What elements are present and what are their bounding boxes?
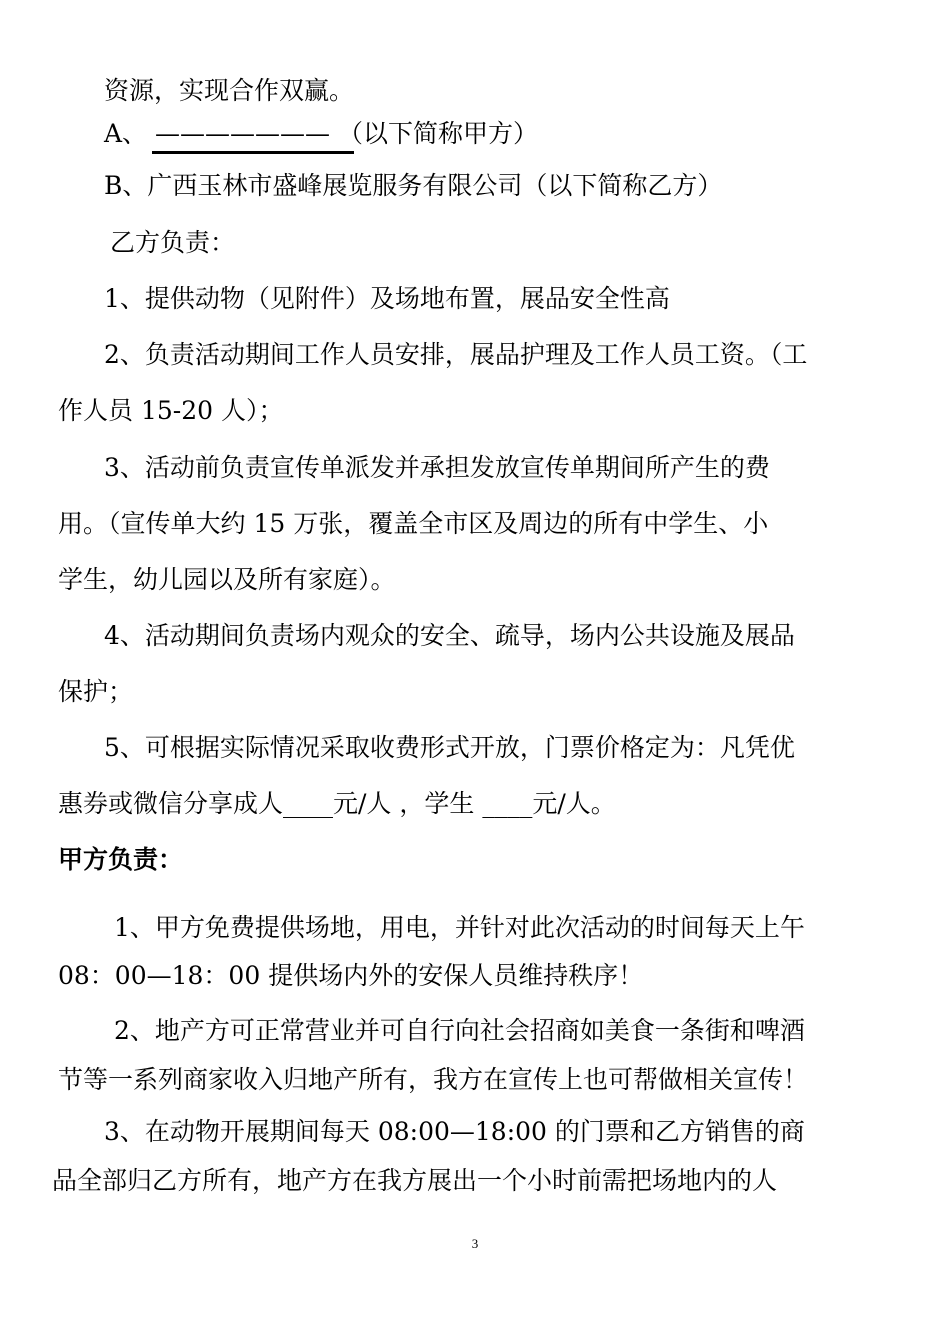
- party-a-item-3-cont: 品全部归乙方所有，地产方在我方展出一个小时前需把场地内的人: [52, 1166, 778, 1195]
- party-a-heading: 甲方负责：: [58, 845, 184, 874]
- party-b-item-5: 5、可根据实际情况采取收费形式开放，门票价格定为：凡凭优: [104, 733, 795, 762]
- party-a-item-2-cont: 节等一系列商家收入归地产所有，我方在宣传上也可帮做相关宣传！: [58, 1065, 809, 1094]
- party-b-item-2-cont: 作人员 15-20 人）；: [58, 396, 284, 425]
- party-b-line: B、广西玉林市盛峰展览服务有限公司（以下简称乙方）: [104, 171, 723, 200]
- party-b-item-5-cont: 惠券或微信分享成人____元/人 ，学生 ____元/人。: [58, 789, 616, 818]
- party-b-item-1: 1、提供动物（见附件）及场地布置，展品安全性高: [104, 284, 670, 313]
- party-b-heading: 乙方负责：: [110, 228, 236, 257]
- party-a-item-2: 2、地产方可正常营业并可自行向社会招商如美食一条街和啤酒: [114, 1016, 805, 1045]
- text-line: 资源，实现合作双赢。: [104, 76, 355, 105]
- party-a-item-3: 3、在动物开展期间每天 08:00—18:00 的门票和乙方销售的商: [104, 1117, 805, 1146]
- party-b-item-3-cont: 用。（宣传单大约 15 万张，覆盖全市区及周边的所有中学生、小: [58, 509, 769, 538]
- party-a-underline: [152, 151, 354, 154]
- party-a-line: A、 ——————— （以下简称甲方）: [104, 119, 538, 148]
- party-a-item-1-cont: 08：00—18：00 提供场内外的安保人员维持秩序！: [58, 961, 644, 990]
- party-a-item-1: 1、甲方免费提供场地，用电，并针对此次活动的时间每天上午: [114, 913, 805, 942]
- party-b-item-3-cont: 学生，幼儿园以及所有家庭）。: [58, 565, 396, 594]
- party-b-item-4-cont: 保护；: [58, 677, 134, 706]
- party-b-item-2: 2、负责活动期间工作人员安排，展品护理及工作人员工资。（工: [104, 340, 808, 369]
- party-b-item-3: 3、活动前负责宣传单派发并承担发放宣传单期间所产生的费: [104, 453, 770, 482]
- page-number: 3: [471, 1236, 479, 1251]
- party-b-item-4: 4、活动期间负责场内观众的安全、疏导，场内公共设施及展品: [104, 621, 795, 650]
